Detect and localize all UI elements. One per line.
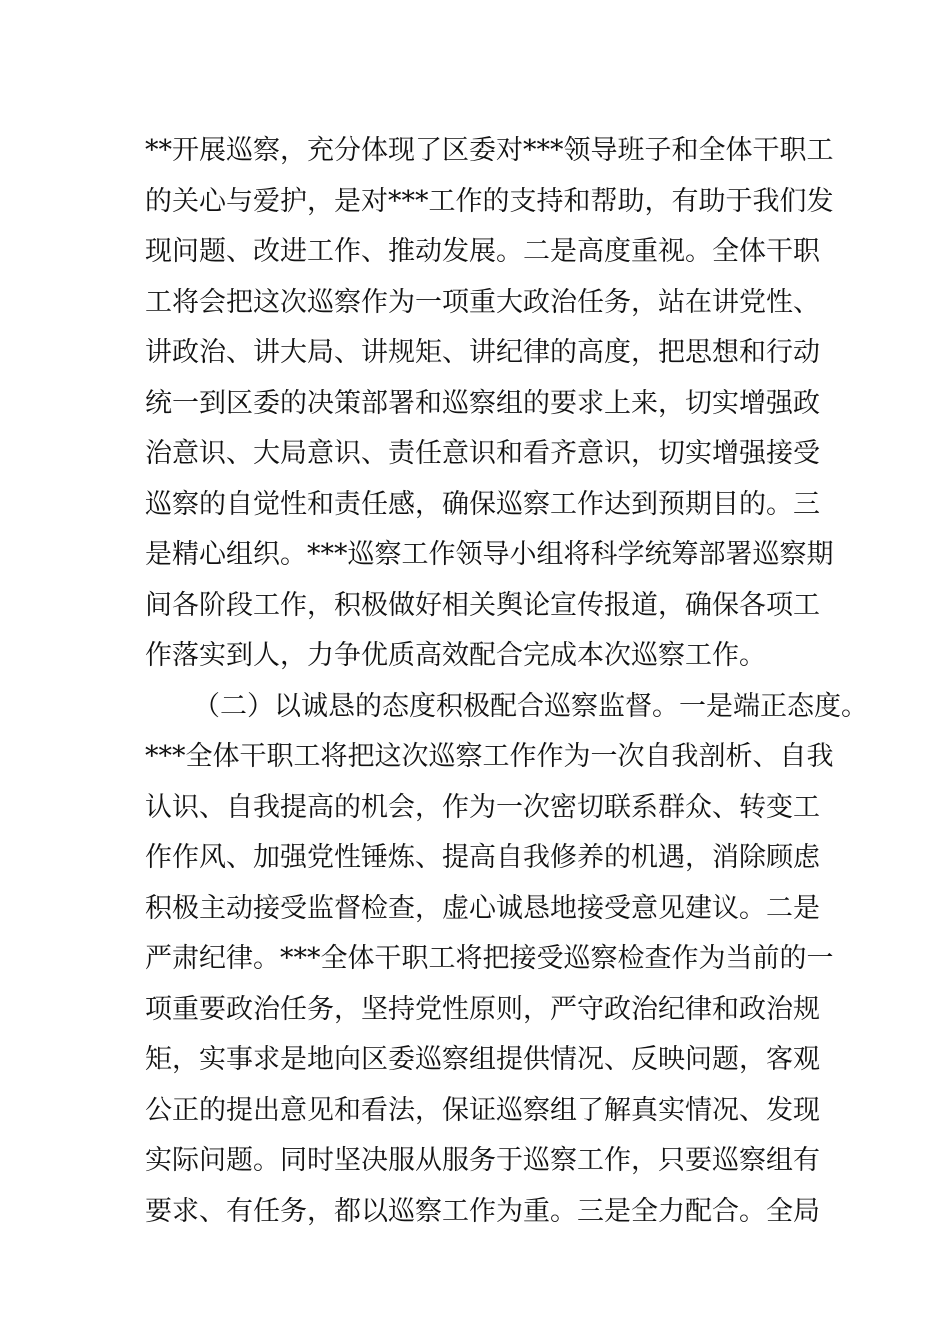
text-line-7: 治意识、大局意识、责任意识和看齐意识，切实增强接受 (145, 438, 820, 469)
text-line-9: 是精心组织。***巡察工作领导小组将科学统筹部署巡察期 (145, 539, 834, 570)
text-line-3: 现问题、改进工作、推动发展。二是高度重视。全体干职 (145, 236, 820, 267)
text-line-11: 作落实到人，力争优质高效配合完成本次巡察工作。 (145, 640, 766, 671)
text-line-13: ***全体干职工将把这次巡察工作作为一次自我剖析、自我 (145, 741, 834, 772)
section-heading-line: （二）以诚恳的态度积极配合巡察监督。一是端正态度。 (193, 690, 868, 722)
text-line-18: 项重要政治任务，坚持党性原则，严守政治纪律和政治规 (145, 993, 820, 1025)
text-line-21: 实际问题。同时坚决服从服务于巡察工作，只要巡察组有 (145, 1145, 820, 1176)
text-line-16: 积极主动接受监督检查，虚心诚恳地接受意见建议。二是 (145, 892, 820, 924)
text-line-19: 矩，实事求是地向区委巡察组提供情况、反映问题，客观 (145, 1044, 820, 1075)
text-line-8: 巡察的自觉性和责任感，确保巡察工作达到预期目的。三 (145, 488, 820, 520)
text-line-4: 工将会把这次巡察作为一项重大政治任务，站在讲党性、 (145, 286, 820, 318)
text-line-6: 统一到区委的决策部署和巡察组的要求上来，切实增强政 (145, 387, 820, 419)
text-line-14: 认识、自我提高的机会，作为一次密切联系群众、转变工 (145, 791, 820, 823)
text-line-1: **开展巡察，充分体现了区委对***领导班子和全体干职工 (145, 135, 834, 166)
text-line-5: 讲政治、讲大局、讲规矩、讲纪律的高度，把思想和行动 (145, 337, 820, 368)
text-line-17: 严肃纪律。***全体干职工将把接受巡察检查作为当前的一 (145, 943, 834, 974)
body-text (145, 126, 868, 1237)
text-line-10: 间各阶段工作，积极做好相关舆论宣传报道，确保各项工 (145, 589, 820, 621)
text-line-2: 的关心与爱护，是对***工作的支持和帮助，有助于我们发 (145, 185, 834, 217)
text-line-20: 公正的提出意见和看法，保证巡察组了解真实情况、发现 (145, 1094, 820, 1126)
text-line-22: 要求、有任务，都以巡察工作为重。三是全力配合。全局 (145, 1195, 820, 1227)
text-line-15: 作作风、加强党性锤炼、提高自我修养的机遇，消除顾虑 (145, 842, 820, 873)
